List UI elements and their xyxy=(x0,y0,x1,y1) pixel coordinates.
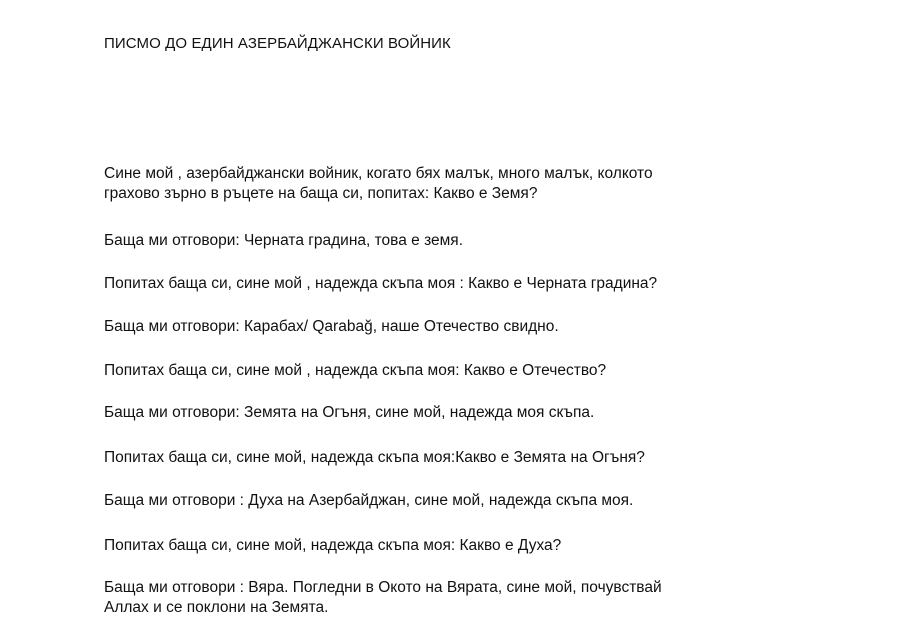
paragraph-9 xyxy=(104,536,824,556)
paragraph-line: Баща ми отговори: Карабах/ Qarabağ, наше Отечество свидно. xyxy=(104,318,559,335)
paragraph-line: грахово зърно в ръцете на баща си, попитах: Какво е Земя? xyxy=(104,185,538,202)
paragraph-line: Попитах баща си, сине мой , надежда скъпа моя: Какво е Отечество? xyxy=(104,362,607,379)
paragraph-1 xyxy=(104,164,824,204)
paragraph-line: Баща ми отговори : Вяра. Погледни в Окото на Вярата, сине мой, почувствай xyxy=(104,579,662,596)
paragraph-8 xyxy=(104,491,824,511)
paragraph-line: Баща ми отговори: Земята на Огъня, сине мой, надежда моя скъпа. xyxy=(104,404,595,421)
paragraph-2 xyxy=(104,231,824,251)
paragraph-4 xyxy=(104,317,824,337)
paragraph-line: Попитах баща си, сине мой, надежда скъпа моя: Какво е Духа? xyxy=(104,537,562,554)
paragraph-line: Попитах баща си, сине мой, надежда скъпа моя:Какво е Земята на Огъня? xyxy=(104,449,645,466)
paragraph-6 xyxy=(104,403,824,423)
paragraph-5 xyxy=(104,361,824,381)
paragraph-line: Баща ми отговори: Черната градина, това е земя. xyxy=(104,232,463,249)
document-title: ПИСМО ДО ЕДИН АЗЕРБАЙДЖАНСКИ ВОЙНИК xyxy=(104,35,451,52)
paragraph-3 xyxy=(104,274,824,294)
paragraph-line: Аллах и се поклони на Земята. xyxy=(104,599,329,616)
paragraph-10 xyxy=(104,578,824,618)
paragraph-line: Попитах баща си, сине мой , надежда скъпа моя : Какво е Черната градина? xyxy=(104,275,658,292)
paragraph-line: Баща ми отговори : Духа на Азербайджан, сине мой, надежда скъпа моя. xyxy=(104,492,634,509)
paragraph-7 xyxy=(104,448,824,468)
paragraph-line: Сине мой , азербайджански войник, когато бях малък, много малък, колкото xyxy=(104,165,653,182)
